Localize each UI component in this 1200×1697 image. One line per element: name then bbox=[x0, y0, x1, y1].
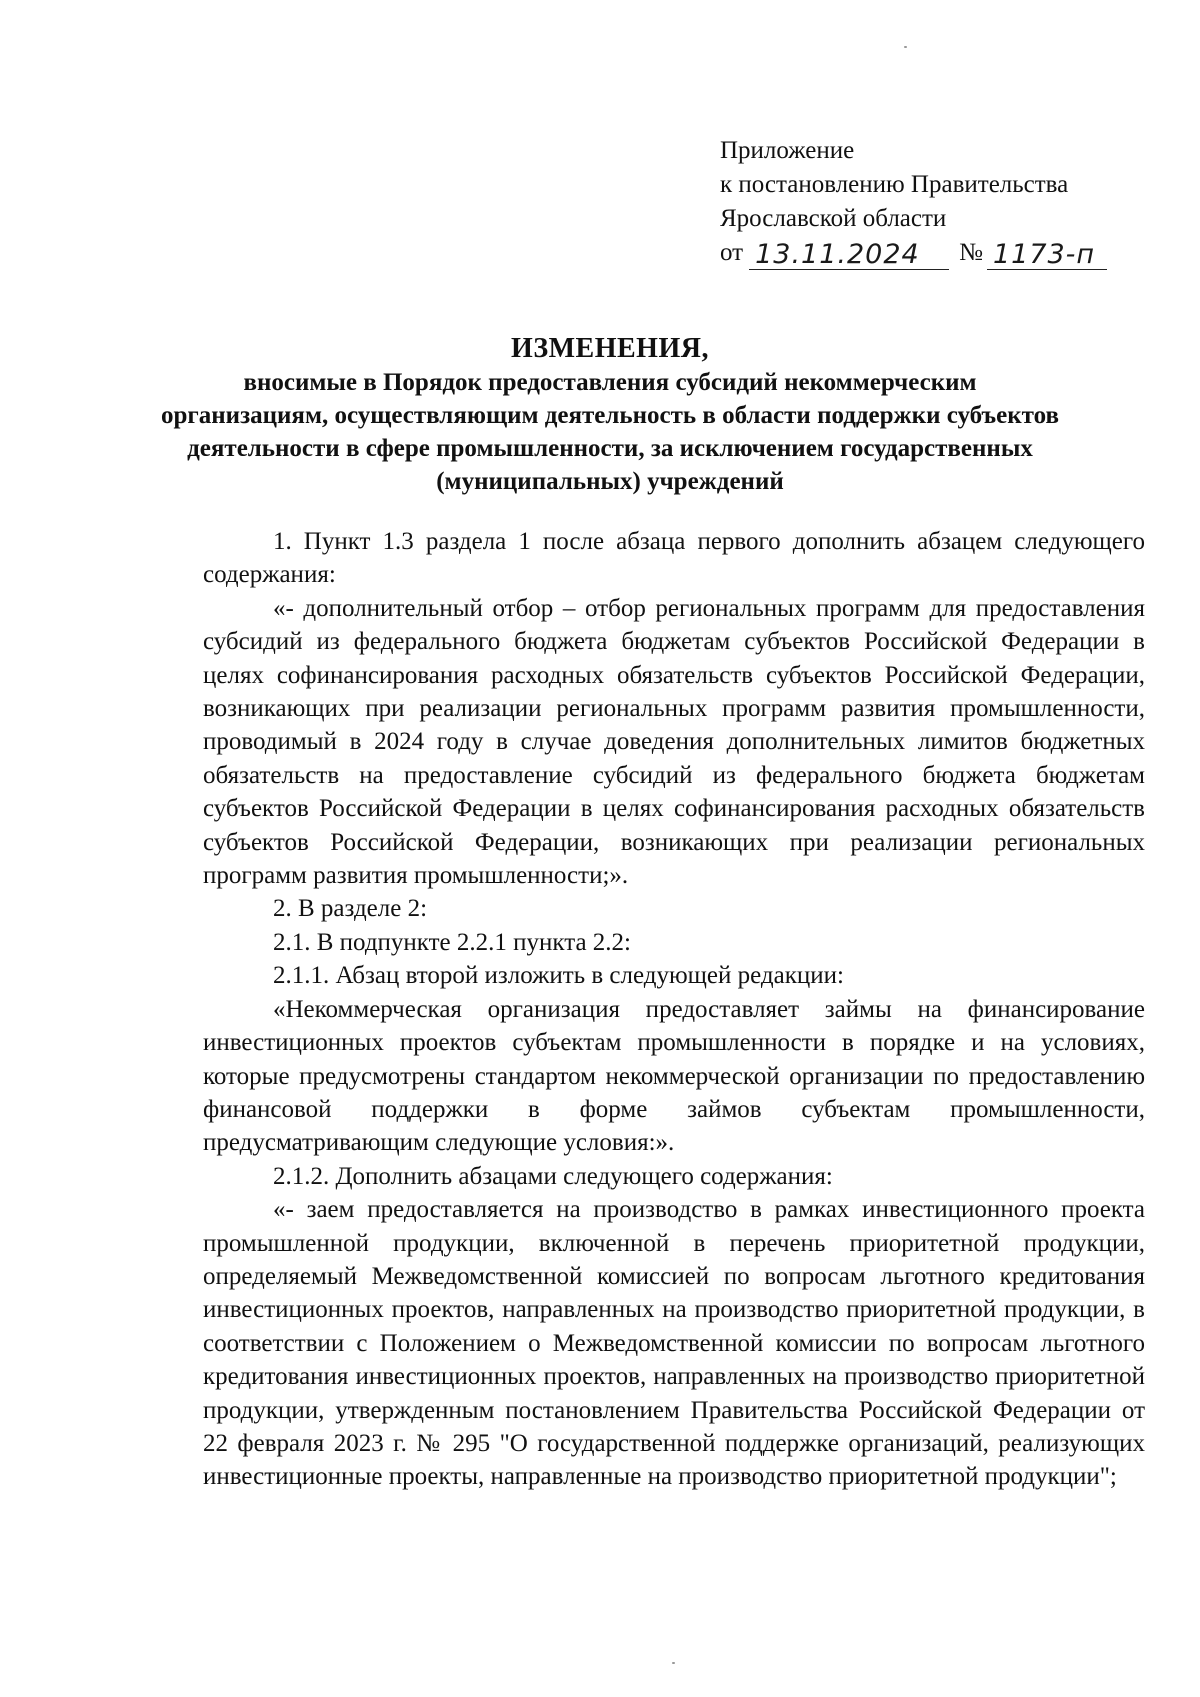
scan-speck bbox=[672, 1662, 675, 1664]
appendix-block bbox=[720, 134, 1140, 270]
paragraph: 2.1.2. Дополнить абзацами следующего содержания: bbox=[273, 1162, 833, 1190]
handwritten-number: 1173-п bbox=[987, 241, 1107, 270]
paragraph: 2.1.1. Абзац второй изложить в следующей редакции: bbox=[273, 962, 844, 990]
paragraph: «- заем предоставляется на производство в рамках инвестиционного проекта промышленной продукции, включенной в перечень приоритетной продукции, определяемый Межведомственной комиссией по вопросам льготного кредитования инвестиционных проектов, направленных на производство приоритетной продукции, в соответствии с Положением о Межведомственной комиссии по вопросам льготного кредитования инвестиционных проектов, направленных на производство приоритетной продукции, утвержденным постановлением Правительства Российской Федерации от 22 февраля 2023 г. № 295 "О государственной поддержке организаций, реализующих инвестиционные проекты, направленные на производство приоритетной продукции"; bbox=[203, 1196, 1145, 1491]
number-sign: № bbox=[959, 239, 983, 266]
paragraph: 2.1. В подпункте 2.2.1 пункта 2.2: bbox=[273, 928, 631, 956]
paragraph: «- дополнительный отбор – отбор региональных программ для предоставления субсидий из федерального бюджета бюджетам субъектов Российской Федерации в целях софинансирования расходных обязательств субъектов Российской Федерации, возникающих при реализации региональных программ развития промышленности, проводимый в 2024 году в случае доведения дополнительных лимитов бюджетных обязательств на предоставление субсидий из федерального бюджета бюджетам субъектов Российской Федерации в целях софинансирования расходных обязательств субъектов Российской Федерации, возникающих при реализации региональных программ развития промышленности;». bbox=[203, 594, 1145, 890]
appendix-label: Приложение bbox=[720, 137, 855, 164]
document-heading bbox=[160, 332, 1060, 498]
appendix-date-line bbox=[720, 236, 1140, 270]
handwritten-date: 13.11.2024 bbox=[749, 241, 949, 270]
appendix-reference: к постановлению Правительства bbox=[720, 171, 1069, 198]
paragraph: 2. В разделе 2: bbox=[273, 895, 428, 923]
document-subtitle: вносимые в Порядок предоставления субсидий некоммерческим организациям, осуществляющим деятельность в области поддержки субъектов деятельности в сфере промышленности, за исключением государственных (муниципальных) учреждений bbox=[161, 369, 1059, 495]
paragraph: «Некоммерческая организация предоставляет займы на финансирование инвестиционных проектов субъектам промышленности в порядке и на условиях, которые предусмотрены стандартом некоммерческой организации по предоставлению финансовой поддержки в форме займов субъектам промышленности, предусматривающим следующие условия:». bbox=[203, 995, 1145, 1157]
appendix-region: Ярославской области bbox=[720, 205, 947, 232]
paragraph: 1. Пункт 1.3 раздела 1 после абзаца первого дополнить абзацем следующего содержания: bbox=[203, 528, 1145, 589]
document-title: ИЗМЕНЕНИЯ, bbox=[511, 333, 709, 364]
document-body bbox=[203, 525, 1145, 1494]
scan-speck bbox=[904, 46, 907, 48]
date-prefix: от bbox=[720, 239, 744, 266]
